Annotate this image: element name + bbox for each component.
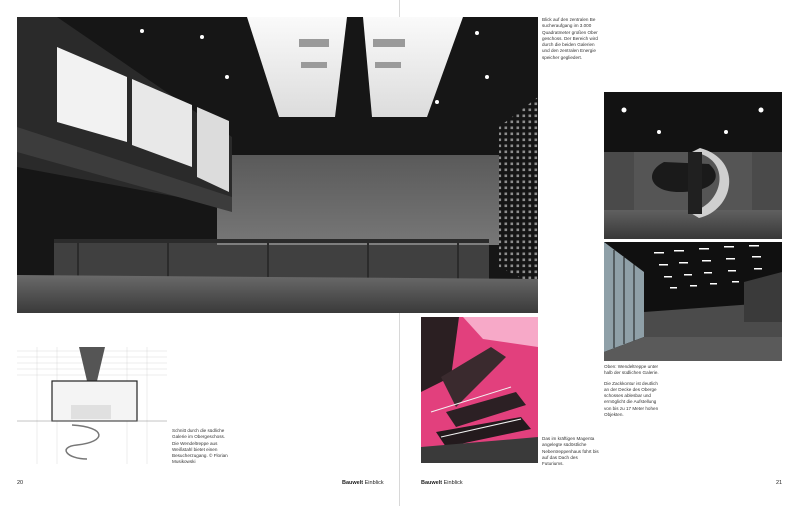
page-number-left: 20	[17, 480, 24, 486]
page-number-right: 21	[776, 480, 783, 486]
hall-caption	[542, 17, 600, 65]
runner-section-left: Einblick	[364, 480, 384, 486]
magenta-caption	[542, 436, 600, 471]
stairs-caption	[604, 364, 662, 422]
section-caption	[172, 428, 230, 470]
stairs-caption-text-2: Die Zackkontur ist deutlich an der Decke des Oberge schosses ablesbar und ermöglicht die Aufstellung von bis zu 17 Meter hohen Objekten.	[604, 380, 659, 418]
runner-brand-right: Bauwelt	[421, 480, 443, 486]
runner-brand-left: Bauwelt	[342, 480, 364, 486]
magenta-stair-photo	[421, 317, 538, 463]
magenta-caption-text: Das im kräftigen Magenta angelegte südöstliche Nebentreppenhaus führt bis auf das Dach des Futuriums.	[542, 436, 599, 467]
hall-interior-photo	[17, 17, 538, 313]
runner-section-right: Einblick	[443, 480, 463, 486]
section-caption-text: Schnitt durch die südliche Galerie im Obergeschoss. Die Wendeltreppe aus Weißstahl bietet einen Besucherzugang. © Florian Musikowski	[172, 428, 228, 465]
running-header-right	[421, 480, 463, 486]
stairs-caption-text-1: Oben: Wendeltreppe unter halb der südlichen Galerie.	[604, 364, 659, 376]
section-drawing	[17, 347, 167, 464]
long-hall-photo	[604, 242, 782, 361]
running-header-left	[342, 480, 384, 486]
spiral-stair-photo	[604, 92, 782, 239]
hall-caption-text: Blick auf den zentralen Be sucheraufgang im 3.000 Quadratmeter großen Ober geschoss. Der Bereich wird durch die beiden Galerien und den zentralen Energie speicher gegliedert.	[542, 17, 598, 60]
